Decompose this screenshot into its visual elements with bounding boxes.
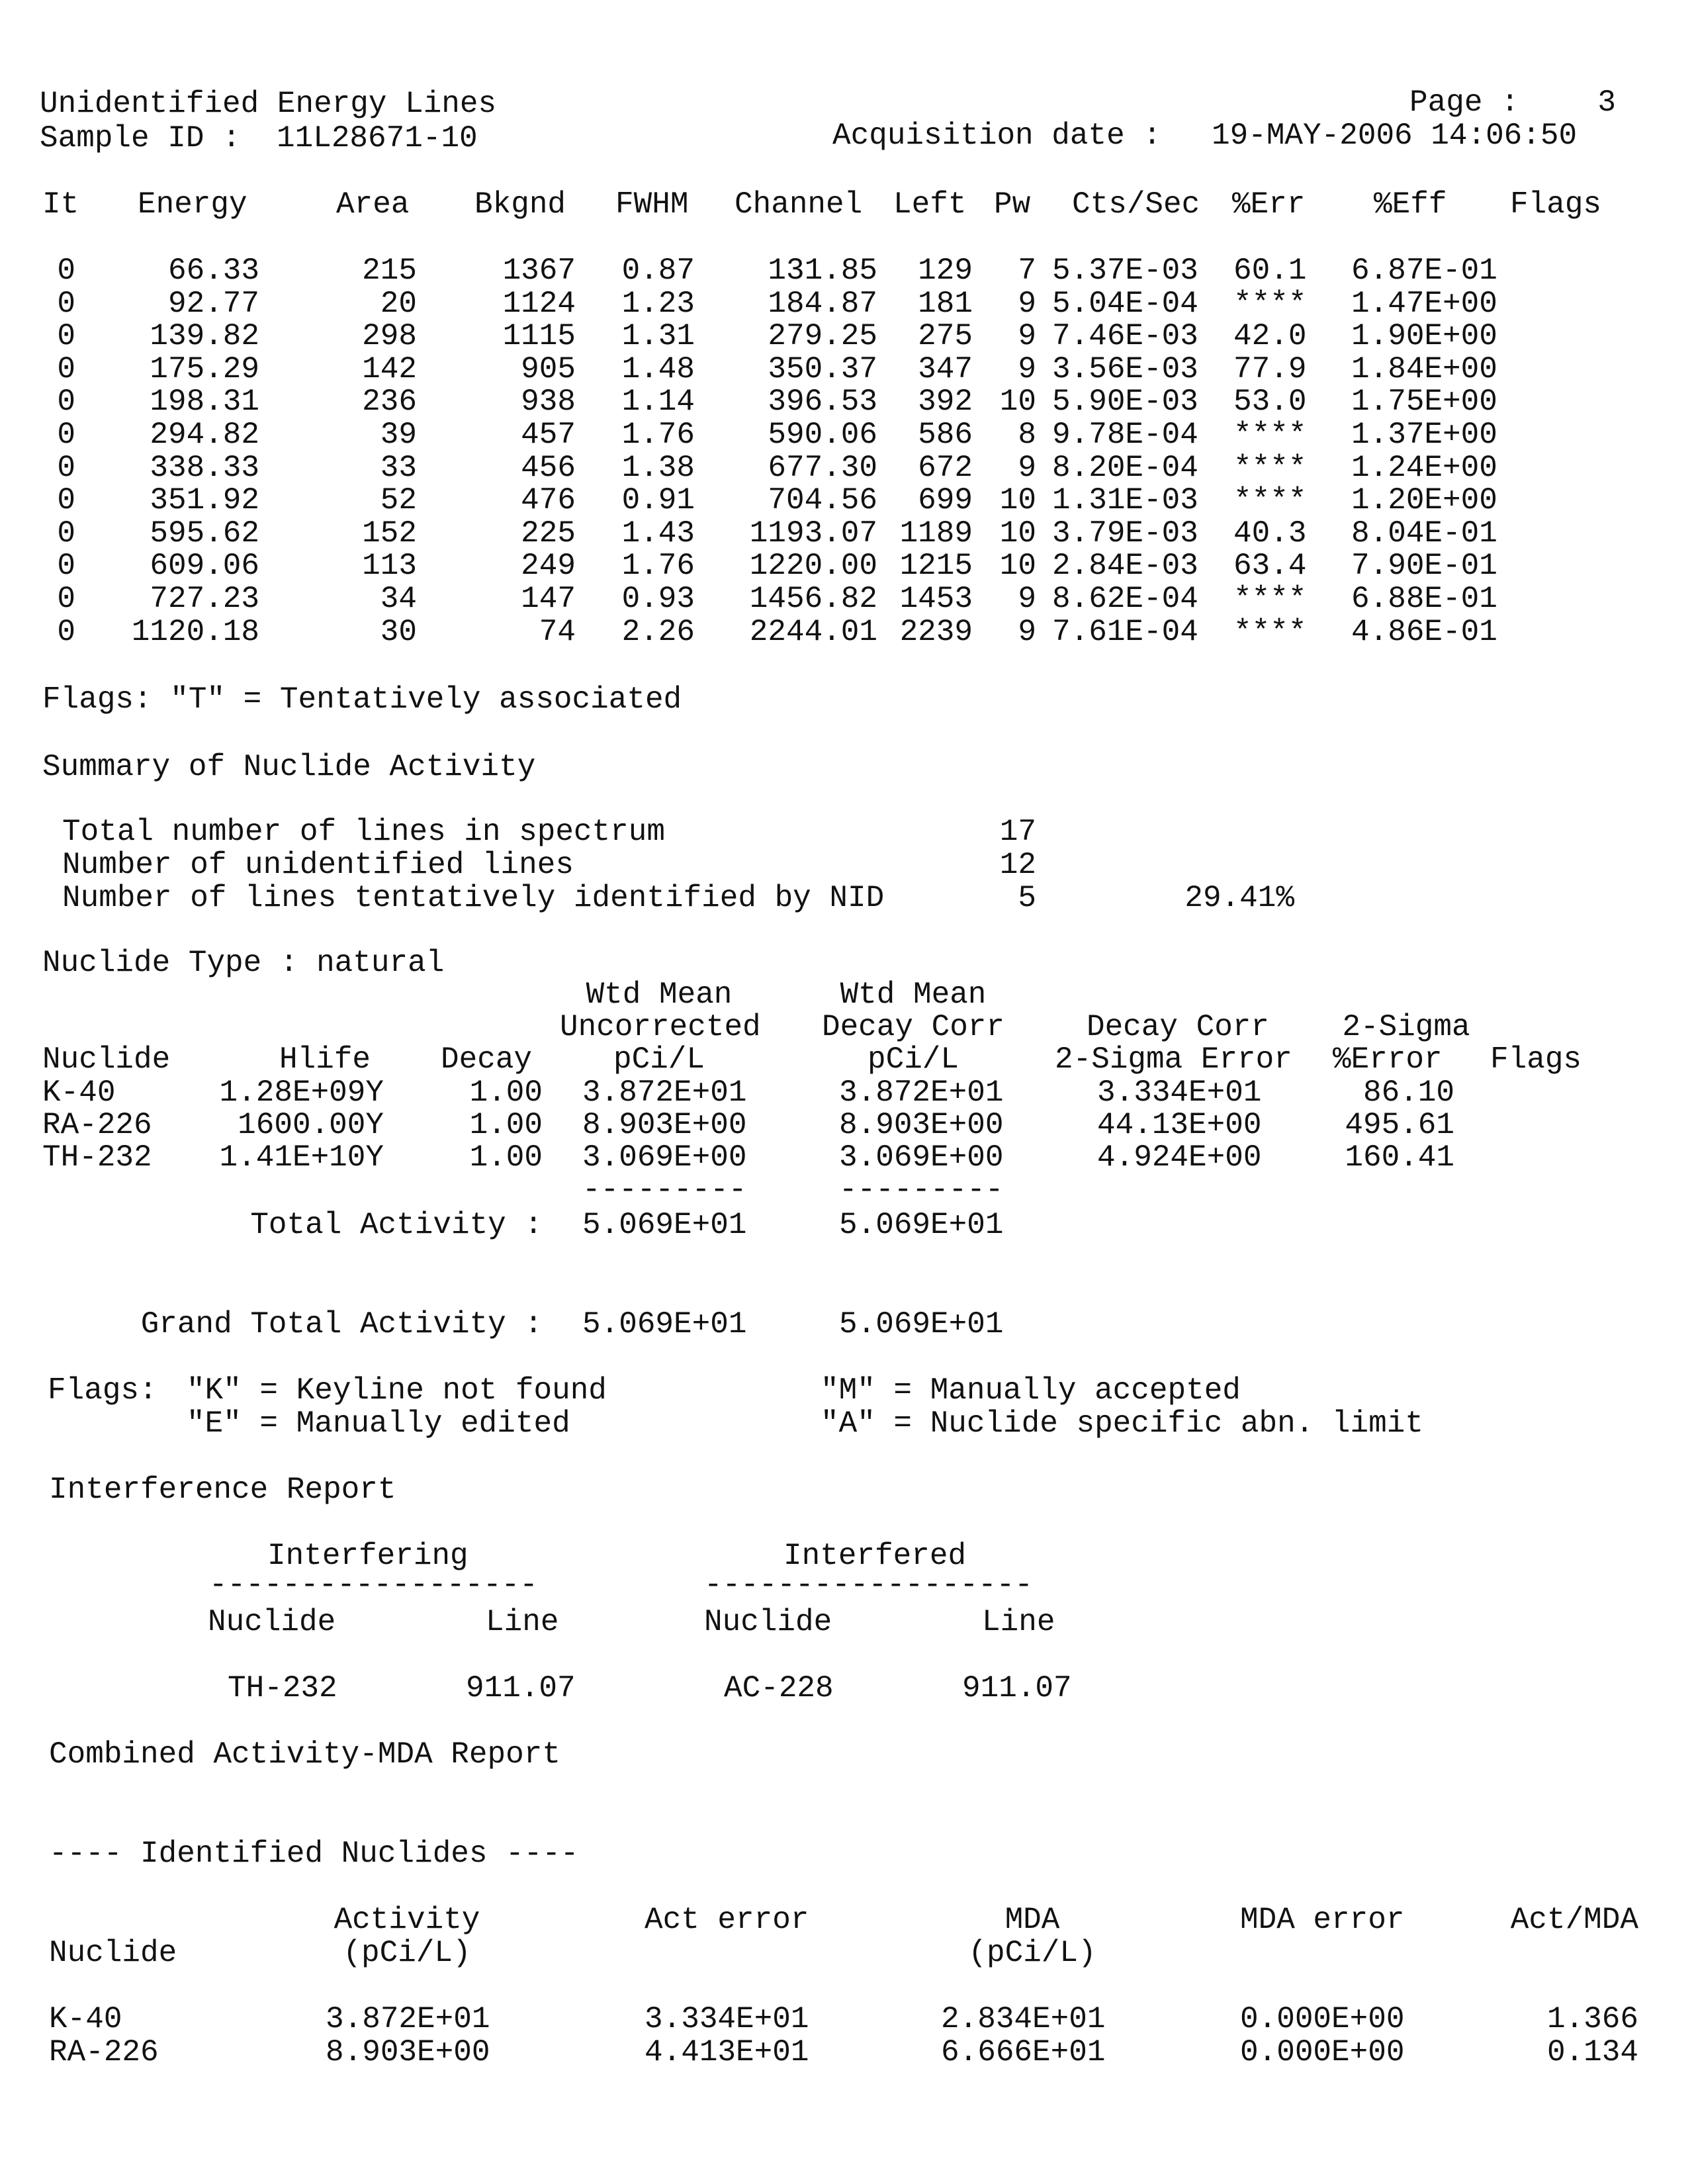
line-cell-pw: 9 <box>1018 319 1036 354</box>
grand-total-uncorrected: 5.069E+01 <box>582 1307 747 1342</box>
hdr-nuclide-flags: Flags <box>1490 1042 1582 1077</box>
line-cell-eff: 1.24E+00 <box>1351 450 1497 485</box>
total-activity-uncorrected: 5.069E+01 <box>582 1208 747 1242</box>
nuclide-cell-uncorrected: 8.903E+00 <box>582 1108 747 1142</box>
line-cell-pw: 10 <box>999 483 1036 518</box>
hdr-combined-nuclide: Nuclide <box>49 1936 177 1970</box>
flag-m: "M" = Manually accepted <box>821 1373 1241 1408</box>
line-cell-pw: 9 <box>1018 450 1036 485</box>
line-cell-err: **** <box>1233 483 1307 518</box>
line-cell-energy: 66.33 <box>167 253 259 288</box>
line-cell-fwhm: 1.76 <box>621 549 695 584</box>
line-cell-eff: 1.37E+00 <box>1351 418 1497 452</box>
line-cell-fwhm: 0.93 <box>621 582 695 616</box>
hdr-uncorrected: Uncorrected <box>560 1010 761 1044</box>
col-header-left: Left <box>893 187 967 222</box>
line-cell-left: 129 <box>918 253 973 288</box>
line-cell-eff: 8.04E-01 <box>1351 516 1497 551</box>
total-activity-decay-corr: 5.069E+01 <box>839 1208 1004 1242</box>
line-cell-left: 1215 <box>899 549 973 584</box>
sample-id: 11L28671-10 <box>277 121 478 156</box>
combined-cell-nuclide: K-40 <box>49 2002 122 2036</box>
line-cell-bkgnd: 905 <box>521 351 576 387</box>
line-cell-err: 63.4 <box>1233 549 1307 584</box>
line-cell-cts-sec: 8.62E-04 <box>1052 582 1198 616</box>
col-header-eff: %Eff <box>1374 187 1447 222</box>
line-cell-area: 33 <box>380 450 417 485</box>
nuclide-cell-decay: 1.00 <box>469 1140 543 1175</box>
col-header-it: It <box>42 187 79 222</box>
line-cell-it: 0 <box>57 418 75 452</box>
line-cell-fwhm: 1.38 <box>621 450 695 485</box>
line-cell-area: 236 <box>362 385 417 420</box>
nuclide-cell-decay: 1.00 <box>469 1108 543 1142</box>
line-cell-err: **** <box>1233 450 1307 485</box>
line-cell-left: 586 <box>918 418 973 452</box>
nuclide-cell-percent-error: 86.10 <box>1362 1075 1454 1110</box>
summary-unidentified-value: 12 <box>999 848 1036 882</box>
line-cell-bkgnd: 225 <box>521 516 576 551</box>
nuclide-cell-nuclide: TH-232 <box>42 1140 152 1175</box>
line-cell-it: 0 <box>57 549 75 584</box>
line-cell-fwhm: 1.23 <box>621 286 695 321</box>
col-header-flags: Flags <box>1510 187 1602 222</box>
line-cell-it: 0 <box>57 351 75 387</box>
line-cell-channel: 396.53 <box>768 385 877 420</box>
line-cell-bkgnd: 1115 <box>502 319 576 354</box>
line-cell-left: 699 <box>918 483 973 518</box>
nuclide-cell-decay-corr: 3.872E+01 <box>839 1075 1004 1110</box>
acquisition-label: Acquisition date : <box>832 118 1161 153</box>
line-cell-it: 0 <box>57 253 75 288</box>
line-cell-pw: 10 <box>999 516 1036 551</box>
summary-tentative-label: Number of lines tentatively identified by NID <box>62 881 885 915</box>
interfering-line-header: Line <box>486 1605 559 1639</box>
interfering-nuclide: TH-232 <box>228 1671 337 1706</box>
hdr-mda-unit: (pCi/L) <box>968 1936 1096 1970</box>
flag-a: "A" = Nuclide specific abn. limit <box>821 1406 1423 1441</box>
line-cell-channel: 590.06 <box>768 418 877 452</box>
line-cell-err: 60.1 <box>1233 253 1307 288</box>
col-header-area: Area <box>336 187 410 222</box>
flag-k: "K" = Keyline not found <box>187 1373 607 1408</box>
line-cell-err: **** <box>1233 582 1307 616</box>
combined-cell-mda-error: 0.000E+00 <box>1240 2002 1405 2036</box>
hdr-activity-unit: (pCi/L) <box>343 1936 471 1970</box>
line-cell-area: 113 <box>362 549 417 584</box>
line-cell-area: 20 <box>380 286 417 321</box>
hdr-act-mda: Act/MDA <box>1510 1903 1638 1937</box>
hdr-activity: Activity <box>334 1903 480 1937</box>
line-cell-cts-sec: 5.90E-03 <box>1052 385 1198 420</box>
line-cell-fwhm: 1.48 <box>621 351 695 387</box>
line-cell-cts-sec: 3.79E-03 <box>1052 516 1198 551</box>
combined-cell-mda: 6.666E+01 <box>941 2035 1106 2070</box>
line-cell-eff: 1.47E+00 <box>1351 286 1497 321</box>
line-cell-err: **** <box>1233 614 1307 649</box>
line-cell-energy: 338.33 <box>150 450 259 485</box>
line-cell-bkgnd: 74 <box>539 614 576 649</box>
combined-cell-activity: 3.872E+01 <box>326 2002 490 2036</box>
col-header-pw: Pw <box>994 187 1031 222</box>
nuclide-cell-sigma-error: 44.13E+00 <box>1097 1108 1262 1142</box>
line-cell-energy: 92.77 <box>167 286 259 321</box>
line-cell-pw: 10 <box>999 385 1036 420</box>
line-cell-eff: 1.20E+00 <box>1351 483 1497 518</box>
line-cell-pw: 7 <box>1018 253 1036 288</box>
page-label: Page : <box>1409 85 1519 120</box>
hdr-mda-error: MDA error <box>1240 1903 1405 1937</box>
line-cell-err: **** <box>1233 418 1307 452</box>
line-cell-energy: 1120.18 <box>131 614 259 649</box>
combined-title: Combined Activity-MDA Report <box>49 1737 560 1772</box>
line-cell-area: 39 <box>380 418 417 452</box>
line-cell-area: 152 <box>362 516 417 551</box>
line-cell-fwhm: 1.31 <box>621 319 695 354</box>
line-cell-energy: 294.82 <box>150 418 259 452</box>
total-activity-label: Total Activity : <box>250 1208 543 1242</box>
line-cell-energy: 727.23 <box>150 582 259 616</box>
interfered-line: 911.07 <box>962 1671 1072 1706</box>
line-cell-energy: 609.06 <box>150 549 259 584</box>
line-cell-fwhm: 2.26 <box>621 614 695 649</box>
interfering-label: Interfering <box>267 1539 468 1573</box>
line-cell-bkgnd: 476 <box>521 483 576 518</box>
line-cell-pw: 9 <box>1018 582 1036 616</box>
line-cell-it: 0 <box>57 582 75 616</box>
line-cell-it: 0 <box>57 516 75 551</box>
line-cell-it: 0 <box>57 286 75 321</box>
interfering-dash: ------------------ <box>209 1568 538 1602</box>
combined-cell-act-error: 4.413E+01 <box>645 2035 809 2070</box>
line-cell-it: 0 <box>57 319 75 354</box>
line-cell-cts-sec: 2.84E-03 <box>1052 549 1198 584</box>
line-cell-channel: 704.56 <box>768 483 877 518</box>
line-cell-err: **** <box>1233 286 1307 321</box>
interference-title: Interference Report <box>49 1473 396 1507</box>
line-cell-channel: 184.87 <box>768 286 877 321</box>
line-cell-left: 2239 <box>899 614 973 649</box>
line-cell-err: 77.9 <box>1233 351 1307 387</box>
nuclide-cell-decay-corr: 3.069E+00 <box>839 1140 1004 1175</box>
line-cell-err: 42.0 <box>1233 319 1307 354</box>
line-cell-area: 215 <box>362 253 417 288</box>
line-cell-bkgnd: 1124 <box>502 286 576 321</box>
line-cell-channel: 350.37 <box>768 351 877 387</box>
line-cell-left: 392 <box>918 385 973 420</box>
line-cell-eff: 1.84E+00 <box>1351 351 1497 387</box>
line-cell-cts-sec: 3.56E-03 <box>1052 351 1198 387</box>
line-cell-left: 181 <box>918 286 973 321</box>
nuclide-cell-decay-corr: 8.903E+00 <box>839 1108 1004 1142</box>
dash-decay-corr: --------- <box>839 1173 1004 1207</box>
col-header-fwhm: FWHM <box>615 187 689 222</box>
line-cell-it: 0 <box>57 450 75 485</box>
summary-total-value: 17 <box>999 815 1036 849</box>
line-cell-cts-sec: 5.04E-04 <box>1052 286 1198 321</box>
hdr-mda: MDA <box>1004 1903 1060 1937</box>
line-cell-area: 142 <box>362 351 417 387</box>
line-cell-cts-sec: 8.20E-04 <box>1052 450 1198 485</box>
line-cell-channel: 1220.00 <box>749 549 877 584</box>
hdr-decay-corr: Decay Corr <box>821 1010 1005 1044</box>
line-cell-bkgnd: 456 <box>521 450 576 485</box>
grand-total-decay-corr: 5.069E+01 <box>839 1307 1004 1342</box>
col-header-energy: Energy <box>138 187 247 222</box>
summary-tentative-percent: 29.41% <box>1184 881 1294 915</box>
line-cell-left: 275 <box>918 319 973 354</box>
line-cell-bkgnd: 147 <box>521 582 576 616</box>
hdr-wtd-mean-uncorrected: Wtd Mean <box>586 978 733 1012</box>
hdr-pci-l-corrected: pCi/L <box>867 1042 959 1077</box>
line-cell-pw: 8 <box>1018 418 1036 452</box>
flag-e: "E" = Manually edited <box>187 1406 570 1441</box>
hdr-wtd-mean-decay-corr: Wtd Mean <box>840 978 987 1012</box>
interfered-nuclide-header: Nuclide <box>704 1605 832 1639</box>
line-cell-fwhm: 1.14 <box>621 385 695 420</box>
activity-flags-label: Flags: <box>48 1373 157 1408</box>
interfering-line: 911.07 <box>466 1671 576 1706</box>
line-cell-channel: 131.85 <box>768 253 877 288</box>
line-cell-area: 52 <box>380 483 417 518</box>
nuclide-cell-hlife: 1.28E+09Y <box>219 1075 384 1110</box>
line-cell-cts-sec: 9.78E-04 <box>1052 418 1198 452</box>
hdr-hlife: Hlife <box>279 1042 371 1077</box>
summary-unidentified-label: Number of unidentified lines <box>62 848 574 882</box>
grand-total-label: Grand Total Activity : <box>140 1307 543 1342</box>
line-cell-pw: 9 <box>1018 286 1036 321</box>
line-cell-it: 0 <box>57 614 75 649</box>
line-cell-cts-sec: 7.61E-04 <box>1052 614 1198 649</box>
nuclide-cell-nuclide: RA-226 <box>42 1108 152 1142</box>
line-cell-cts-sec: 7.46E-03 <box>1052 319 1198 354</box>
line-cell-energy: 351.92 <box>150 483 259 518</box>
summary-tentative-value: 5 <box>1018 881 1036 915</box>
line-cell-left: 347 <box>918 351 973 387</box>
combined-cell-mda: 2.834E+01 <box>941 2002 1106 2036</box>
page-number: 3 <box>1597 85 1616 120</box>
line-cell-energy: 175.29 <box>150 351 259 387</box>
line-cell-area: 34 <box>380 582 417 616</box>
nuclide-cell-uncorrected: 3.069E+00 <box>582 1140 747 1175</box>
line-cell-bkgnd: 457 <box>521 418 576 452</box>
line-cell-bkgnd: 249 <box>521 549 576 584</box>
line-cell-err: 40.3 <box>1233 516 1307 551</box>
line-cell-area: 30 <box>380 614 417 649</box>
line-cell-left: 672 <box>918 450 973 485</box>
nuclide-cell-percent-error: 160.41 <box>1345 1140 1454 1175</box>
nuclide-cell-nuclide: K-40 <box>42 1075 116 1110</box>
line-cell-eff: 7.90E-01 <box>1351 549 1497 584</box>
line-cell-energy: 198.31 <box>150 385 259 420</box>
interfered-nuclide: AC-228 <box>724 1671 834 1706</box>
line-cell-energy: 139.82 <box>150 319 259 354</box>
interfered-dash: ------------------ <box>704 1568 1033 1602</box>
line-cell-channel: 279.25 <box>768 319 877 354</box>
summary-title: Summary of Nuclide Activity <box>42 750 536 784</box>
line-cell-pw: 9 <box>1018 614 1036 649</box>
line-cell-bkgnd: 938 <box>521 385 576 420</box>
hdr-decay: Decay <box>441 1042 533 1077</box>
sample-label: Sample ID : <box>40 121 241 156</box>
summary-total-label: Total number of lines in spectrum <box>62 815 665 849</box>
combined-cell-act-mda: 1.366 <box>1546 2002 1638 2036</box>
col-header-channel: Channel <box>735 187 863 222</box>
hdr-act-error: Act error <box>645 1903 809 1937</box>
line-cell-eff: 6.88E-01 <box>1351 582 1497 616</box>
line-cell-it: 0 <box>57 385 75 420</box>
combined-cell-act-mda: 0.134 <box>1546 2035 1638 2070</box>
nuclide-cell-sigma-error: 4.924E+00 <box>1097 1140 1262 1175</box>
hdr-2-sigma-error: 2-Sigma Error <box>1055 1042 1292 1077</box>
report-title: Unidentified Energy Lines <box>40 87 497 121</box>
line-cell-fwhm: 0.91 <box>621 483 695 518</box>
nuclide-cell-sigma-error: 3.334E+01 <box>1097 1075 1262 1110</box>
nuclide-cell-decay: 1.00 <box>469 1075 543 1110</box>
combined-cell-act-error: 3.334E+01 <box>645 2002 809 2036</box>
nuclide-cell-uncorrected: 3.872E+01 <box>582 1075 747 1110</box>
line-cell-fwhm: 1.43 <box>621 516 695 551</box>
dash-uncorrected: --------- <box>582 1173 747 1207</box>
col-header-cts-sec: Cts/Sec <box>1072 187 1200 222</box>
line-cell-eff: 6.87E-01 <box>1351 253 1497 288</box>
flags-note: Flags: "T" = Tentatively associated <box>42 682 682 717</box>
line-cell-cts-sec: 5.37E-03 <box>1052 253 1198 288</box>
line-cell-channel: 1193.07 <box>749 516 877 551</box>
nuclide-type-title: Nuclide Type : natural <box>42 946 445 980</box>
line-cell-fwhm: 0.87 <box>621 253 695 288</box>
line-cell-cts-sec: 1.31E-03 <box>1052 483 1198 518</box>
identified-nuclides-heading: ---- Identified Nuclides ---- <box>49 1837 579 1871</box>
line-cell-channel: 2244.01 <box>749 614 877 649</box>
line-cell-channel: 1456.82 <box>749 582 877 616</box>
nuclide-cell-percent-error: 495.61 <box>1345 1108 1454 1142</box>
col-header-bkgnd: Bkgnd <box>474 187 566 222</box>
interfered-line-header: Line <box>982 1605 1055 1639</box>
line-cell-left: 1453 <box>899 582 973 616</box>
line-cell-channel: 677.30 <box>768 450 877 485</box>
line-cell-eff: 4.86E-01 <box>1351 614 1497 649</box>
combined-cell-activity: 8.903E+00 <box>326 2035 490 2070</box>
line-cell-area: 298 <box>362 319 417 354</box>
hdr-percent-error: %Error <box>1333 1042 1443 1077</box>
col-header-err: %Err <box>1232 187 1306 222</box>
line-cell-energy: 595.62 <box>150 516 259 551</box>
hdr-decay-corr-error: Decay Corr <box>1086 1010 1270 1044</box>
interfered-label: Interfered <box>783 1539 967 1573</box>
combined-cell-mda-error: 0.000E+00 <box>1240 2035 1405 2070</box>
line-cell-pw: 10 <box>999 549 1036 584</box>
line-cell-it: 0 <box>57 483 75 518</box>
line-cell-eff: 1.90E+00 <box>1351 319 1497 354</box>
hdr-2-sigma: 2-Sigma <box>1342 1010 1470 1044</box>
line-cell-eff: 1.75E+00 <box>1351 385 1497 420</box>
line-cell-bkgnd: 1367 <box>502 253 576 288</box>
line-cell-left: 1189 <box>899 516 973 551</box>
acquisition-date: 19-MAY-2006 14:06:50 <box>1212 118 1578 153</box>
combined-cell-nuclide: RA-226 <box>49 2035 159 2070</box>
hdr-nuclide: Nuclide <box>42 1042 171 1077</box>
interfering-nuclide-header: Nuclide <box>208 1605 336 1639</box>
line-cell-fwhm: 1.76 <box>621 418 695 452</box>
nuclide-cell-hlife: 1.41E+10Y <box>219 1140 384 1175</box>
nuclide-cell-hlife: 1600.00Y <box>238 1108 384 1142</box>
line-cell-pw: 9 <box>1018 351 1036 387</box>
line-cell-err: 53.0 <box>1233 385 1307 420</box>
hdr-pci-l-uncorrected: pCi/L <box>613 1042 705 1077</box>
